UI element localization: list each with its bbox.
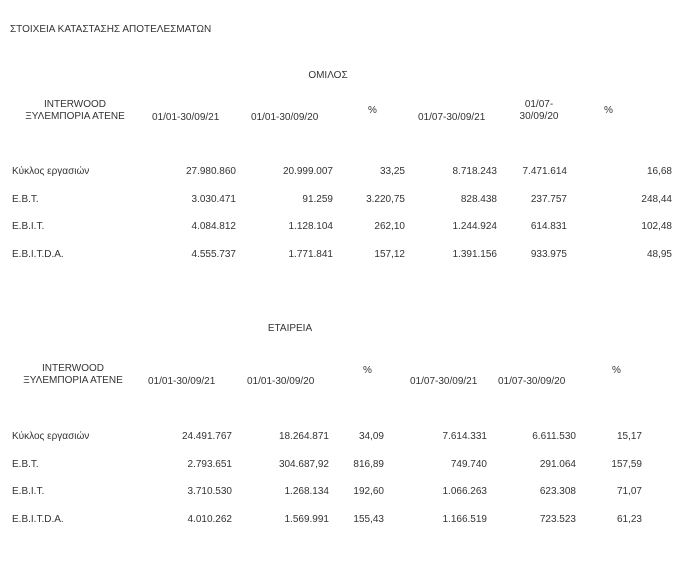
- company-cell: 1.268.134: [284, 486, 329, 497]
- group-cell: 3.030.471: [191, 194, 236, 205]
- company-cell: 6.611.530: [532, 431, 576, 442]
- group-row-label: E.B.I.T.D.A.: [12, 249, 64, 260]
- company-cell: 61,23: [616, 514, 642, 525]
- group-cell: 27.980.860: [185, 166, 236, 177]
- company-row-label: E.B.T.: [12, 459, 39, 470]
- company-cell: 816,89: [353, 459, 384, 470]
- company-cell: 157,59: [611, 459, 642, 470]
- group-cell: 3.220,75: [366, 194, 405, 205]
- company-name: [0, 363, 148, 387]
- group-cell: 614.831: [530, 221, 567, 232]
- group-cell: 4.084.812: [191, 221, 236, 232]
- group-company-line1: INTERWOOD: [43, 99, 107, 110]
- group-header-col5-line2: 30/09/20: [519, 111, 559, 122]
- document-title: ΣΤΟΙΧΕΙΑ ΚΑΤΑΣΤΑΣΗΣ ΑΠΟΤΕΛΕΣΜΑΤΩΝ: [10, 24, 212, 35]
- company-header-col3: %: [363, 365, 372, 376]
- group-cell: 33,25: [379, 166, 405, 177]
- group-cell: 237.757: [530, 194, 567, 205]
- company-cell: 18.264.871: [278, 431, 329, 442]
- company-cell: 304.687,92: [278, 459, 329, 470]
- company-cell: 749.740: [450, 459, 487, 470]
- group-row-label: E.B.T.: [12, 194, 39, 205]
- group-header-col6: %: [604, 105, 613, 116]
- group-cell: 933.975: [530, 249, 567, 260]
- company-header-col4: 01/07-30/09/21: [410, 376, 478, 387]
- group-cell: 102,48: [641, 221, 672, 232]
- company-cell: 15,17: [616, 431, 642, 442]
- company-cell: 1.166.519: [442, 514, 487, 525]
- company-name-line2: ΞΥΛΕΜΠΟΡΙΑ ΑΤΕΝΕ: [23, 375, 123, 386]
- group-cell: 157,12: [374, 249, 405, 260]
- company-cell: 34,09: [358, 431, 384, 442]
- group-cell: 91.259: [302, 194, 333, 205]
- group-cell: 1.771.841: [288, 249, 333, 260]
- company-name-line1: INTERWOOD: [41, 363, 105, 374]
- company-cell: 24.491.767: [181, 431, 232, 442]
- company-header-col6: %: [612, 365, 621, 376]
- group-header-col4: 01/07-30/09/21: [418, 112, 486, 123]
- group-cell: 262,10: [374, 221, 405, 232]
- group-cell: 7.471.614: [522, 166, 567, 177]
- company-header-col2: 01/01-30/09/20: [247, 376, 315, 387]
- company-header-col1: 01/01-30/09/21: [148, 376, 216, 387]
- group-cell: 20.999.007: [282, 166, 333, 177]
- company-cell: 1.066.263: [442, 486, 487, 497]
- company-cell: 623.308: [539, 486, 576, 497]
- group-cell: 1.391.156: [452, 249, 497, 260]
- company-row-label: E.B.I.T.D.A.: [12, 514, 64, 525]
- group-cell: 1.128.104: [288, 221, 333, 232]
- company-cell: 723.523: [539, 514, 576, 525]
- group-header-col1: 01/01-30/09/21: [152, 112, 220, 123]
- company-cell: 291.064: [539, 459, 576, 470]
- company-cell: 1.569.991: [284, 514, 329, 525]
- company-cell: 3.710.530: [187, 486, 232, 497]
- company-cell: 192,60: [353, 486, 384, 497]
- company-cell: 7.614.331: [442, 431, 487, 442]
- company-section-title: ΕΤΑΙΡΕΙΑ: [267, 323, 313, 334]
- group-cell: 1.244.924: [452, 221, 497, 232]
- group-section-title: ΟΜΙΛΟΣ: [308, 70, 348, 81]
- group-company-name: [0, 99, 150, 123]
- group-header-col5-line1: 01/07-: [524, 99, 554, 110]
- company-header-col5: 01/07-30/09/20: [498, 376, 566, 387]
- group-header-col2: 01/01-30/09/20: [251, 112, 319, 123]
- group-cell: 248,44: [641, 194, 672, 205]
- group-cell: 8.718.243: [452, 166, 497, 177]
- company-cell: 71,07: [616, 486, 642, 497]
- company-cell: 155,43: [353, 514, 384, 525]
- group-cell: 828.438: [460, 194, 497, 205]
- company-row-label: E.B.I.T.: [12, 486, 45, 497]
- company-cell: 4.010.262: [187, 514, 232, 525]
- group-header-col5: [509, 99, 569, 123]
- group-cell: 48,95: [646, 249, 672, 260]
- company-cell: 2.793.651: [187, 459, 232, 470]
- group-cell: 4.555.737: [191, 249, 236, 260]
- group-header-col3: %: [368, 105, 377, 116]
- group-row-label: E.B.I.T.: [12, 221, 45, 232]
- company-row-label: Κύκλος εργασιών: [12, 431, 90, 442]
- group-row-label: Κύκλος εργασιών: [12, 166, 90, 177]
- group-company-line2: ΞΥΛΕΜΠΟΡΙΑ ΑΤΕΝΕ: [25, 111, 125, 122]
- group-cell: 16,68: [646, 166, 672, 177]
